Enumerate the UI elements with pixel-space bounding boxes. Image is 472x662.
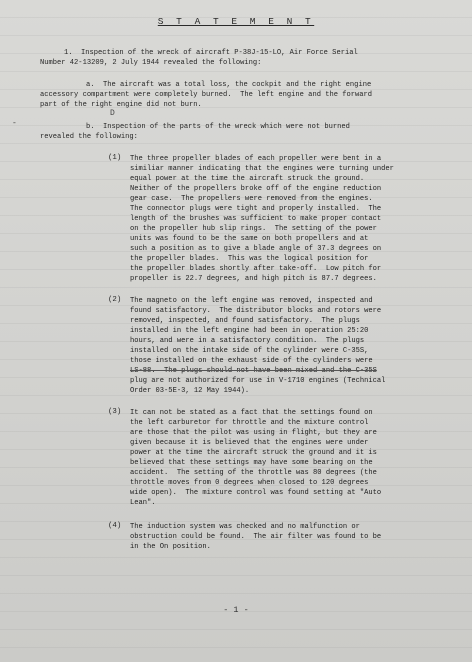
item1-line-4: Neither of the propellers broke off of the engine reduction [130,185,382,193]
item2-line-10: Order 03-5E-3, 12 May 1944). [130,387,250,395]
item1-line-13: propeller is 22.7 degrees, and high pitch is 87.7 degrees. [130,275,377,283]
item3-line-6: believed that these settings may have some bearing on the [130,459,373,467]
pb-line-1: b. Inspection of the parts of the wreck which were not burned [86,123,350,131]
margin-dash: - [12,119,17,128]
item2-line-2: found satisfactory. The distributor blocks and rotors were [130,307,382,315]
item2-line-7: those installed on the exhaust side of the cylinders were [130,357,373,365]
item3-line-5: power at the time the aircraft struck the ground and it is [130,449,377,457]
item3-line-4: given because it is believed that the engines were under [130,439,369,447]
document-title: S T A T E M E N T [157,16,315,27]
item1-line-7: length of the brushes was sufficient to make proper contact [130,215,382,223]
item3-line-3: are those that the pilot was using in flight, but they are [130,429,377,437]
pa-line-3: part of the right engine did not burn. [40,101,202,109]
margin-mark-b: D [110,109,115,118]
item2-line-9: plug are not authorized for use in V-1710 engines (Technical [130,377,386,385]
item1-number: (1) [108,154,122,162]
item1-line-6: The connector plugs were tight and properly installed. The [130,205,382,213]
item1-line-2: similiar manner indicating that the engines were turning under [130,165,394,173]
pa-line-1: a. The aircraft was a total loss, the cockpit and the right engine [86,81,372,89]
item4-number: (4) [108,522,122,530]
item1-line-11: the propeller blades. This was the logical position for [130,255,369,263]
item3-line-2: the left carburetor for throttle and the mixture control [130,419,369,427]
item1-line-12: the propeller blades shortly after take-off. Low pitch for [130,265,382,273]
item2-line-3: removed, inspected, and found satisfactory. The plugs [130,317,360,325]
item1-line-8: on the propeller hub slip rings. The setting of the power [130,225,377,233]
item1-line-10: such a position as to give a blade angle of 37.3 degrees on [130,245,382,253]
item3-line-1: It can not be stated as a fact that the settings found on [130,409,373,417]
item2-line-4: installed in the left engine had been in operation 25:20 [130,327,369,335]
item4-line-1: The induction system was checked and no malfunction or [130,523,360,531]
item4-line-3: in the On position. [130,543,211,551]
p1-line-1: 1. Inspection of the wreck of aircraft P-38J-15-LO, Air Force Serial [64,49,358,57]
item2-line-1: The magneto on the left engine was removed, inspected and [130,297,373,305]
item1-line-9: units was found to be the same on both propellers and at [130,235,369,243]
item3-line-10: Lean". [130,499,156,507]
item3-line-9: wide open). The mixture control was found setting at "Auto [130,489,382,497]
item2-line-6: installed on the intake side of the cylinder were C-35S, [130,347,369,355]
pb-line-2: revealed the following: [40,133,138,141]
item3-number: (3) [108,408,122,416]
pa-line-2: accessory compartment were completely burned. The left engine and the forward [40,91,373,99]
item1-line-3: equal power at the time the aircraft struck the ground. [130,175,365,183]
p1-line-2: Number 42-13209, 2 July 1944 revealed the following: [40,59,262,67]
item3-line-7: accident. The setting of the throttle was 80 degrees (the [130,469,377,477]
item4-line-2: obstruction could be found. The air filter was found to be [130,533,382,541]
item2-line-8: LS-88. The plugs should not have been mixed and the C-35S [130,367,377,375]
item1-line-5: gear case. The propellers were removed from the engines. [130,195,373,203]
item2-number: (2) [108,296,122,304]
item3-line-8: throttle moves from 0 degrees when closed to 120 degrees [130,479,369,487]
page-number: - 1 - [223,605,249,615]
item1-line-1: The three propeller blades of each propeller were bent in a [130,155,382,163]
item2-line-5: hours, and were in a satisfactory condition. The plugs [130,337,365,345]
